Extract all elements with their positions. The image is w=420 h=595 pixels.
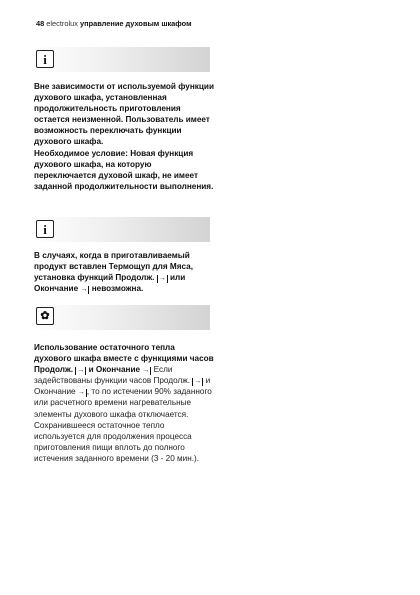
note-3-text: Использование остаточного тепла духового шкафа вместе с функциями часов Продолж. → и Окончание → Если задействованы функции часов Продолж. → и Окончание → , то по истечении 90% заданного или расчетного времени нагревательные элементы духового шкафа отключается. Сохранившееся остаточное тепло используется для продолжения процесса приготовления пищи вплоть до полного истечения заданного времени (3 - 20 мин.). (34, 343, 214, 463)
note-1-text (34, 81, 214, 192)
note-band-2 (32, 217, 210, 242)
note-band-3 (32, 305, 210, 330)
end-time-icon: → (142, 367, 150, 375)
end-time-icon: → (80, 286, 88, 294)
section-title: управление духовым шкафом (80, 19, 192, 28)
duration-icon: → (158, 275, 166, 283)
brand-name: electrolux (46, 19, 78, 28)
page-number: 48 (36, 19, 45, 28)
page-header (36, 19, 192, 28)
info-icon: i (36, 50, 54, 68)
duration-icon: → (194, 378, 202, 386)
end-time-icon: → (77, 389, 85, 397)
info-icon: i (36, 220, 54, 238)
eco-icon: ✿ (36, 307, 54, 325)
note-1-paragraph-1: Вне зависимости от используемой функции духового шкафа, установленная продолжительность приготовления остается неизменной. Пользователь имеет возможность переключать функции духового шкафа. (34, 82, 214, 147)
note-2-text: В случаях, когда в приготавливаемый продукт вставлен Термощуп для Мяса, установка функций Продолж. → или Окончание → невозможна. (34, 251, 194, 294)
duration-icon: → (77, 367, 85, 375)
note-1-paragraph-2: Необходимое условие: Новая функция духового шкафа, на которую переключается духовой шкаф, не имеет заданной продолжительности выполнения. (34, 148, 214, 191)
note-band-1 (32, 47, 210, 72)
